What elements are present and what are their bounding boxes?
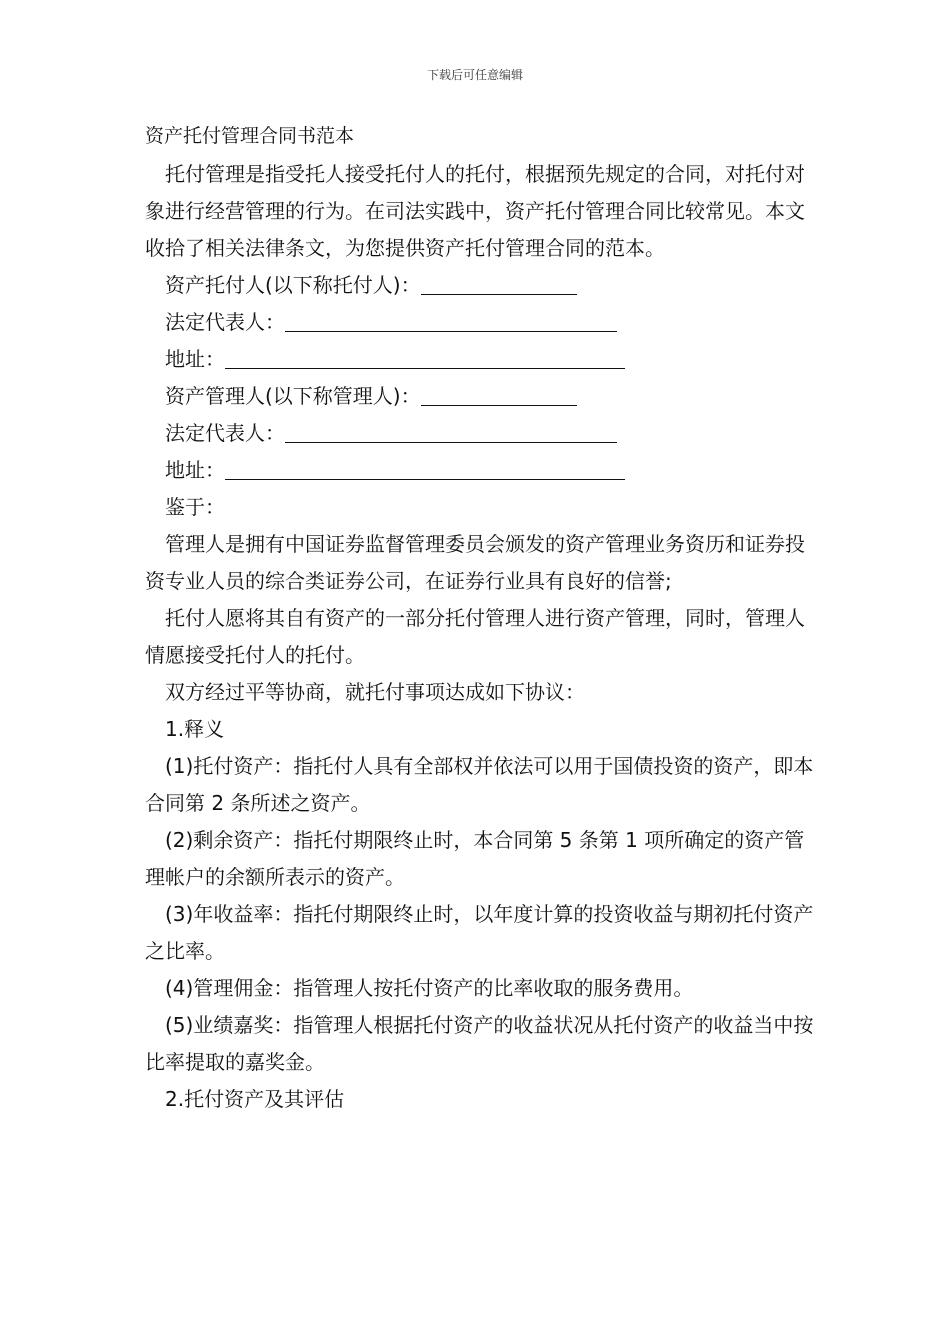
manager-addr-field xyxy=(145,452,815,489)
manager-rep-blank xyxy=(285,418,617,443)
section-1-heading: 1.释义 xyxy=(165,717,225,741)
intro-paragraph: 托付管理是指受托人接受托付人的托付，根据预先规定的合同，对托付对象进行经营管理的行为。在司法实践中，资产托付管理合同比较常见。本文收拾了相关法律条文，为您提供资产托付管理合同的范本。 xyxy=(145,162,805,260)
principal-addr-field xyxy=(145,341,815,378)
principal-rep-field xyxy=(145,304,815,341)
manager-addr-blank xyxy=(225,455,625,480)
definition-item: (2)剩余资产：指托付期限终止时，本合同第 5 条第 1 项所确定的资产管理帐户的余额所表示的资产。 xyxy=(145,828,805,889)
manager-rep-label: 法定代表人： xyxy=(165,421,285,445)
document-body xyxy=(145,120,815,1118)
principal-blank xyxy=(421,270,577,295)
clause-agreement: 双方经过平等协商，就托付事项达成如下协议： xyxy=(165,680,585,704)
manager-rep-field xyxy=(145,415,815,452)
page-header: 下载后可任意编辑 xyxy=(426,68,523,82)
section-2-heading: 2.托付资产及其评估 xyxy=(165,1087,345,1111)
whereas-heading: 鉴于： xyxy=(165,495,225,519)
manager-label: 资产管理人(以下称管理人)： xyxy=(165,384,421,408)
principal-field xyxy=(145,267,815,304)
principal-label: 资产托付人(以下称托付人)： xyxy=(165,273,421,297)
principal-addr-blank xyxy=(225,344,625,369)
clause-manager-qualification: 管理人是拥有中国证券监督管理委员会颁发的资产管理业务资历和证券投资专业人员的综合类证券公司，在证券行业具有良好的信誉; xyxy=(145,532,805,593)
definition-item: (4)管理佣金：指管理人按托付资产的比率收取的服务费用。 xyxy=(165,976,694,1000)
manager-addr-label: 地址： xyxy=(165,458,225,482)
definition-item: (5)业绩嘉奖：指管理人根据托付资产的收益状况从托付资产的收益当中按比率提取的嘉奖金。 xyxy=(145,1013,814,1074)
principal-rep-label: 法定代表人： xyxy=(165,310,285,334)
principal-addr-label: 地址： xyxy=(165,347,225,371)
document-title: 资产托付管理合同书范本 xyxy=(145,125,355,147)
manager-field xyxy=(145,378,815,415)
clause-principal-intent: 托付人愿将其自有资产的一部分托付管理人进行资产管理，同时，管理人情愿接受托付人的托付。 xyxy=(145,606,805,667)
definition-item: (3)年收益率：指托付期限终止时，以年度计算的投资收益与期初托付资产之比率。 xyxy=(145,902,814,963)
principal-rep-blank xyxy=(285,307,617,332)
manager-blank xyxy=(421,381,577,406)
definition-item: (1)托付资产：指托付人具有全部权并依法可以用于国债投资的资产，即本合同第 2 条所述之资产。 xyxy=(145,754,814,815)
